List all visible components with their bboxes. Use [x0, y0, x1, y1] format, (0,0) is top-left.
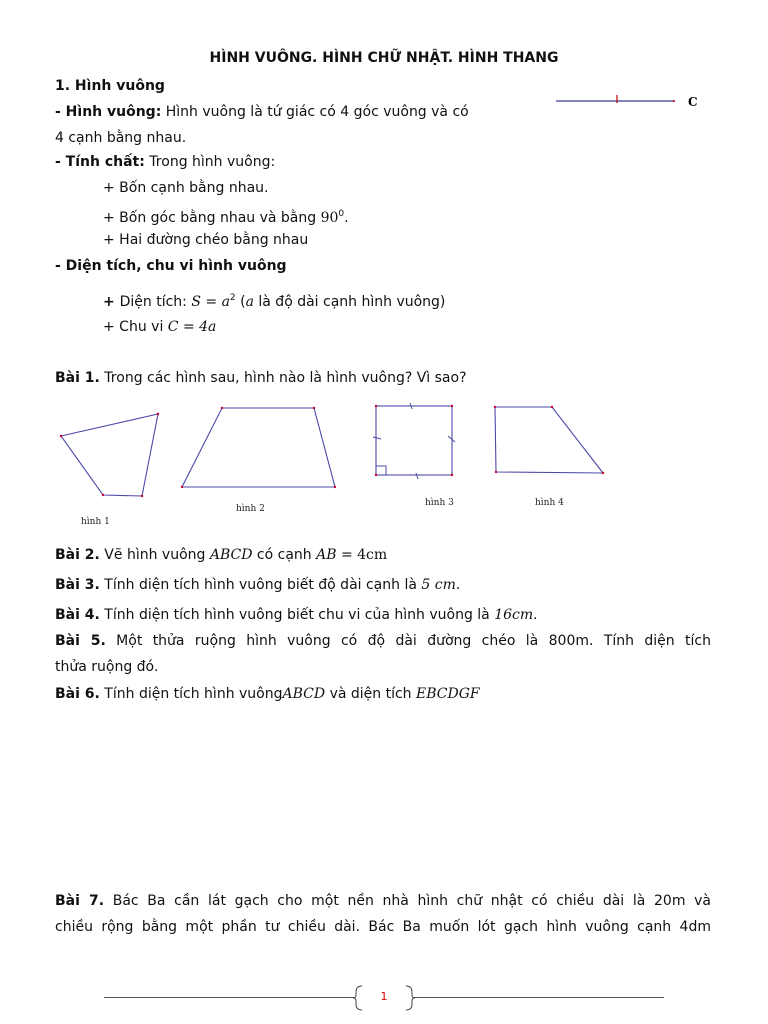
perimeter-formula-line: + Chu vi C = 4a: [103, 319, 217, 335]
exercise-1: Bài 1. Trong các hình sau, hình nào là hình vuông? Vì sao?: [55, 370, 467, 386]
page-number: 1: [380, 990, 388, 1003]
page-title: HÌNH VUÔNG. HÌNH CHỮ NHẬT. HÌNH THANG: [209, 50, 559, 66]
exercise-7: Bài 7. Bác Ba cần lát gạch cho một nền nhà hình chữ nhật có chiều dài là 20m và: [55, 893, 711, 909]
exercise-2: Bài 2. Vẽ hình vuông ABCD có cạnh AB = 4cm: [55, 547, 388, 563]
figure-2-trapezoid: [182, 408, 335, 487]
figure-4-trapezoid: [495, 407, 603, 473]
figure-3-caption: hình 3: [425, 498, 454, 508]
section-heading: 1. Hình vuông: [55, 78, 165, 94]
figure-4-caption: hình 4: [535, 498, 564, 508]
footer-rule-right: [414, 997, 664, 998]
figure-1-quadrilateral: [61, 414, 158, 496]
svg-text:C: C: [688, 95, 698, 109]
property-item: + Bốn góc bằng nhau và bằng $90^0$.: [103, 209, 349, 226]
property-item: + Hai đường chéo bằng nhau: [103, 232, 309, 248]
area-heading: - Diện tích, chu vi hình vuông: [55, 258, 287, 274]
figure-1-caption: hình 1: [81, 517, 110, 527]
definition-line: - Hình vuông: Hình vuông là tứ giác có 4 góc vuông và có: [55, 104, 469, 120]
area-formula-line: + Diện tích: $S = a^2$ (a là độ dài cạnh hình vuông): [103, 293, 446, 310]
definition-line-2: 4 cạnh bằng nhau.: [55, 130, 187, 146]
exercise-3: Bài 3. Tính diện tích hình vuông biết độ dài cạnh là 5 cm.: [55, 577, 461, 593]
exercise-5-line-2: thửa ruộng đó.: [55, 659, 159, 675]
exercise-7-line-2: chiều rộng bằng một phần tư chiều dài. Bác Ba muốn lót gạch hình vuông cạnh 4dm: [55, 919, 711, 935]
exercise-4: Bài 4. Tính diện tích hình vuông biết chu vi của hình vuông là 16cm.: [55, 607, 538, 623]
properties-line: - Tính chất: Trong hình vuông:: [55, 154, 276, 170]
figure-3-right-angle-mark: [376, 466, 386, 475]
exercise-1-figures: [50, 398, 620, 533]
partial-figure: [548, 88, 708, 110]
exercise-5: Bài 5. Một thửa ruộng hình vuông có độ dài đường chéo là 800m. Tính diện tích: [55, 633, 712, 649]
property-item: + Bốn cạnh bằng nhau.: [103, 180, 269, 196]
figure-2-caption: hình 2: [236, 504, 265, 514]
footer-rule-left: [104, 997, 354, 998]
exercise-6: Bài 6. Tính diện tích hình vuôngABCD và diện tích EBCDGF: [55, 686, 480, 702]
figure-3-square: [376, 406, 452, 475]
